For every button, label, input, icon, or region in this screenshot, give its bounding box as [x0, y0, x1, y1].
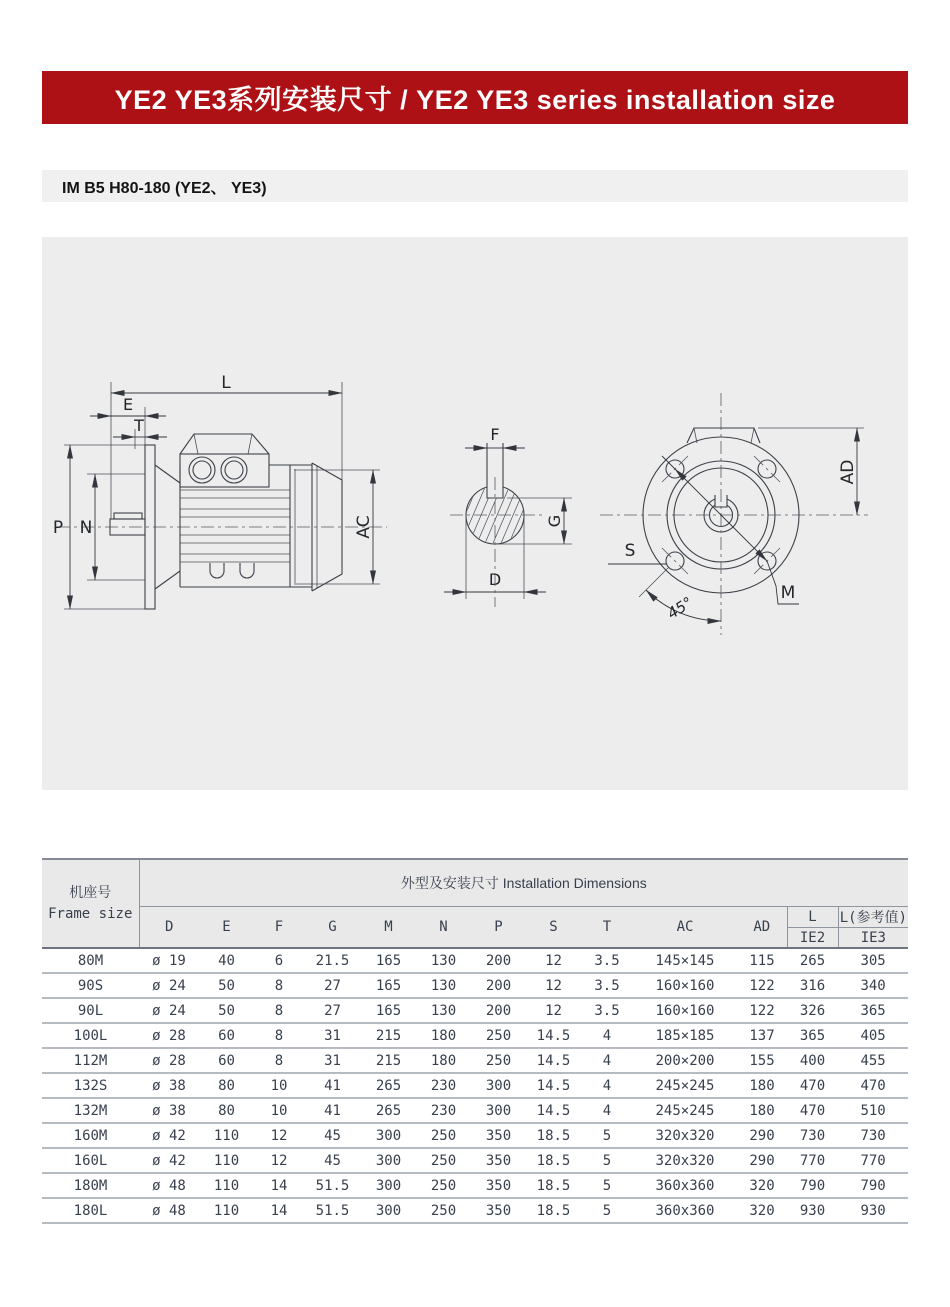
dimension-value-cell: 165 — [361, 948, 416, 973]
col-header-n: N — [416, 907, 471, 949]
dimension-value-cell: 27 — [304, 998, 361, 1023]
dimension-value-cell: 200 — [471, 948, 526, 973]
dim-label-d: D — [488, 570, 502, 589]
dimension-value-cell: 165 — [361, 973, 416, 998]
dimension-value-cell: 50 — [199, 973, 254, 998]
dimension-value-cell: 18.5 — [526, 1123, 581, 1148]
dimension-value-cell: 265 — [361, 1073, 416, 1098]
dimension-value-cell: 250 — [416, 1198, 471, 1223]
dimension-value-cell: 250 — [416, 1173, 471, 1198]
dimension-value-cell: 12 — [526, 998, 581, 1023]
dimension-value-cell: ø 24 — [139, 998, 199, 1023]
dimension-value-cell: 290 — [737, 1123, 787, 1148]
dimension-value-cell: 12 — [254, 1123, 304, 1148]
side-view-drawing — [53, 373, 387, 609]
col-header-d: D — [139, 907, 199, 949]
dimension-value-cell: 180 — [737, 1098, 787, 1123]
col-header-t: T — [581, 907, 633, 949]
dimension-value-cell: 80 — [199, 1098, 254, 1123]
frame-size-cell: 100L — [42, 1023, 139, 1048]
installation-drawing — [42, 237, 908, 790]
dimension-value-cell: ø 28 — [139, 1048, 199, 1073]
dimension-value-cell: 250 — [416, 1148, 471, 1173]
frame-size-cell: 90L — [42, 998, 139, 1023]
dim-label-t: T — [134, 416, 144, 435]
dimension-value-cell: 6 — [254, 948, 304, 973]
dimension-value-cell: 930 — [787, 1198, 838, 1223]
dimension-value-cell: 4 — [581, 1048, 633, 1073]
dimension-value-cell: 3.5 — [581, 948, 633, 973]
dimension-value-cell: 470 — [787, 1098, 838, 1123]
dimension-value-cell: 200 — [471, 998, 526, 1023]
dimension-value-cell: 400 — [787, 1048, 838, 1073]
table-row — [42, 998, 908, 1023]
dimension-value-cell: 250 — [471, 1048, 526, 1073]
frame-size-cell: 160M — [42, 1123, 139, 1148]
table-row — [42, 1073, 908, 1098]
flange-view-drawing — [600, 393, 868, 635]
dim-label-s: S — [624, 541, 636, 561]
frame-size-cell: 90S — [42, 973, 139, 998]
dimension-value-cell: 12 — [526, 973, 581, 998]
dimension-value-cell: 230 — [416, 1098, 471, 1123]
frame-size-cell: 180M — [42, 1173, 139, 1198]
dimension-value-cell: 470 — [838, 1073, 908, 1098]
dimension-value-cell: 110 — [199, 1123, 254, 1148]
dimension-value-cell: 305 — [838, 948, 908, 973]
dimension-value-cell: 365 — [838, 998, 908, 1023]
dimension-value-cell: 365 — [787, 1023, 838, 1048]
col-header-l-ref: L(参考值) — [838, 907, 908, 928]
dimension-value-cell: 51.5 — [304, 1173, 361, 1198]
dimension-value-cell: 300 — [471, 1073, 526, 1098]
dimension-value-cell: 10 — [254, 1098, 304, 1123]
technical-drawing-panel — [42, 237, 908, 790]
dimension-value-cell: 316 — [787, 973, 838, 998]
dimension-value-cell: 250 — [471, 1023, 526, 1048]
dimension-value-cell: 5 — [581, 1123, 633, 1148]
frame-size-header — [42, 859, 139, 948]
table-row — [42, 973, 908, 998]
dimension-value-cell: 18.5 — [526, 1198, 581, 1223]
dimension-value-cell: 200×200 — [633, 1048, 737, 1073]
dim-label-angle: 45° — [663, 593, 697, 623]
dimension-value-cell: 110 — [199, 1148, 254, 1173]
dimension-value-cell: 200 — [471, 973, 526, 998]
dimension-value-cell: 350 — [471, 1173, 526, 1198]
dimension-value-cell: 360x360 — [633, 1173, 737, 1198]
dimension-value-cell: 300 — [361, 1148, 416, 1173]
dimension-value-cell: 122 — [737, 973, 787, 998]
dimension-value-cell: 3.5 — [581, 998, 633, 1023]
dimension-value-cell: 14.5 — [526, 1023, 581, 1048]
dimension-value-cell: 110 — [199, 1198, 254, 1223]
dim-label-ac: AC — [354, 515, 374, 539]
dimension-value-cell: 245×245 — [633, 1098, 737, 1123]
shaft-section-drawing — [440, 425, 572, 607]
dim-label-l: L — [221, 373, 231, 393]
dimension-value-cell: 5 — [581, 1198, 633, 1223]
dimension-value-cell: 300 — [471, 1098, 526, 1123]
dimension-value-cell: 300 — [361, 1198, 416, 1223]
dim-label-f: F — [490, 425, 500, 444]
table-row — [42, 1098, 908, 1123]
dimension-value-cell: 165 — [361, 998, 416, 1023]
col-header-g: G — [304, 907, 361, 949]
dimension-value-cell: 230 — [416, 1073, 471, 1098]
col-subheader-ie3: IE3 — [838, 928, 908, 949]
dimension-value-cell: 215 — [361, 1048, 416, 1073]
dimension-value-cell: 60 — [199, 1023, 254, 1048]
dimension-value-cell: 180 — [416, 1023, 471, 1048]
table-header — [42, 859, 908, 948]
dimension-value-cell: 300 — [361, 1123, 416, 1148]
dimension-value-cell: 31 — [304, 1048, 361, 1073]
dimension-value-cell: 10 — [254, 1073, 304, 1098]
dimension-value-cell: ø 28 — [139, 1023, 199, 1048]
dimension-value-cell: 180 — [416, 1048, 471, 1073]
dimension-value-cell: 8 — [254, 1023, 304, 1048]
dimension-value-cell: 80 — [199, 1073, 254, 1098]
dimension-value-cell: 455 — [838, 1048, 908, 1073]
section-title-text: IM B5 H80-180 (YE2、 YE3) — [62, 179, 267, 197]
dimension-value-cell: 790 — [838, 1173, 908, 1198]
dimension-value-cell: 290 — [737, 1148, 787, 1173]
dimension-value-cell: 770 — [838, 1148, 908, 1173]
table-row — [42, 1023, 908, 1048]
dimension-value-cell: 405 — [838, 1023, 908, 1048]
dimension-value-cell: 27 — [304, 973, 361, 998]
dimension-value-cell: 470 — [787, 1073, 838, 1098]
dimension-value-cell: 130 — [416, 973, 471, 998]
dimension-value-cell: 130 — [416, 998, 471, 1023]
frame-size-cell: 160L — [42, 1148, 139, 1173]
table-body — [42, 948, 908, 1223]
dimension-value-cell: 40 — [199, 948, 254, 973]
page-title-text: YE2 YE3系列安装尺寸 / YE2 YE3 series installation size — [114, 85, 836, 115]
dimension-value-cell: 160×160 — [633, 998, 737, 1023]
installation-dimensions-table — [42, 858, 908, 1224]
dimension-value-cell: 350 — [471, 1148, 526, 1173]
frame-size-cell: 132S — [42, 1073, 139, 1098]
dimension-value-cell: 14 — [254, 1173, 304, 1198]
dimension-value-cell: 326 — [787, 998, 838, 1023]
dimension-value-cell: 340 — [838, 973, 908, 998]
dimension-value-cell: 145×145 — [633, 948, 737, 973]
dimension-value-cell: 215 — [361, 1023, 416, 1048]
section-title — [42, 170, 908, 202]
dim-label-e: E — [122, 395, 134, 414]
col-header-l: L — [787, 907, 838, 928]
dimension-value-cell: 350 — [471, 1198, 526, 1223]
dimension-value-cell: 155 — [737, 1048, 787, 1073]
dimension-value-cell: ø 19 — [139, 948, 199, 973]
dim-label-m: M — [780, 583, 796, 603]
dimensions-group-header: 外型及安装尺寸 Installation Dimensions — [139, 859, 908, 907]
dimension-value-cell: 137 — [737, 1023, 787, 1048]
dimension-value-cell: 160×160 — [633, 973, 737, 998]
col-header-e: E — [199, 907, 254, 949]
dimension-value-cell: 14.5 — [526, 1098, 581, 1123]
dimension-value-cell: 122 — [737, 998, 787, 1023]
dimension-value-cell: 320 — [737, 1173, 787, 1198]
frame-size-cell: 112M — [42, 1048, 139, 1073]
dimension-value-cell: 185×185 — [633, 1023, 737, 1048]
dimension-value-cell: 300 — [361, 1173, 416, 1198]
dimension-value-cell: 12 — [526, 948, 581, 973]
dimension-value-cell: 3.5 — [581, 973, 633, 998]
dimension-value-cell: 180 — [737, 1073, 787, 1098]
dimension-value-cell: ø 48 — [139, 1173, 199, 1198]
dimension-value-cell: 320x320 — [633, 1123, 737, 1148]
motor-outline — [110, 434, 342, 609]
table-row — [42, 1148, 908, 1173]
dimension-value-cell: 250 — [416, 1123, 471, 1148]
col-header-p: P — [471, 907, 526, 949]
dimension-value-cell: 730 — [838, 1123, 908, 1148]
dimension-value-cell: 350 — [471, 1123, 526, 1148]
dimension-value-cell: 60 — [199, 1048, 254, 1073]
dimension-value-cell: 360x360 — [633, 1198, 737, 1223]
dim-label-p: P — [52, 518, 64, 538]
frame-size-cell: 80M — [42, 948, 139, 973]
dimension-value-cell: ø 38 — [139, 1098, 199, 1123]
dimension-value-cell: 41 — [304, 1073, 361, 1098]
dimension-value-cell: 21.5 — [304, 948, 361, 973]
dimension-value-cell: ø 42 — [139, 1148, 199, 1173]
table-row — [42, 1123, 908, 1148]
frame-size-header-cn: 机座号 — [69, 884, 112, 901]
dimension-value-cell: 51.5 — [304, 1198, 361, 1223]
dimension-value-cell: 45 — [304, 1123, 361, 1148]
dimension-value-cell: 8 — [254, 998, 304, 1023]
dimension-value-cell: 730 — [787, 1123, 838, 1148]
table-row — [42, 948, 908, 973]
col-header-f: F — [254, 907, 304, 949]
col-header-ac: AC — [633, 907, 737, 949]
dimension-value-cell: 14.5 — [526, 1048, 581, 1073]
dimension-value-cell: 50 — [199, 998, 254, 1023]
frame-size-header-en: Frame size — [48, 905, 133, 922]
dimension-value-cell: 31 — [304, 1023, 361, 1048]
table-row — [42, 1048, 908, 1073]
dimension-value-cell: 14.5 — [526, 1073, 581, 1098]
dimension-value-cell: 790 — [787, 1173, 838, 1198]
col-header-ad: AD — [737, 907, 787, 949]
dimension-value-cell: 8 — [254, 973, 304, 998]
dimension-value-cell: 18.5 — [526, 1173, 581, 1198]
col-header-s: S — [526, 907, 581, 949]
dimension-value-cell: 770 — [787, 1148, 838, 1173]
dimension-value-cell: ø 38 — [139, 1073, 199, 1098]
dimension-value-cell: 12 — [254, 1148, 304, 1173]
table-row — [42, 1173, 908, 1198]
dimension-value-cell: 320x320 — [633, 1148, 737, 1173]
dimension-value-cell: 4 — [581, 1023, 633, 1048]
dim-label-ad: AD — [838, 459, 858, 485]
dimension-value-cell: 5 — [581, 1148, 633, 1173]
dimension-value-cell: ø 24 — [139, 973, 199, 998]
dimension-value-cell: 18.5 — [526, 1148, 581, 1173]
dimension-value-cell: 320 — [737, 1198, 787, 1223]
dimension-value-cell: 110 — [199, 1173, 254, 1198]
dimension-value-cell: 245×245 — [633, 1073, 737, 1098]
dimension-value-cell: ø 42 — [139, 1123, 199, 1148]
dimension-value-cell: 510 — [838, 1098, 908, 1123]
dimension-value-cell: 930 — [838, 1198, 908, 1223]
col-subheader-ie2: IE2 — [787, 928, 838, 949]
dimension-value-cell: 5 — [581, 1173, 633, 1198]
dim-label-n: N — [79, 518, 93, 538]
dimension-value-cell: 45 — [304, 1148, 361, 1173]
dimension-value-cell: 130 — [416, 948, 471, 973]
dim-label-g: G — [545, 514, 564, 528]
dimension-value-cell: 4 — [581, 1073, 633, 1098]
dimension-value-cell: 8 — [254, 1048, 304, 1073]
dimension-value-cell: 115 — [737, 948, 787, 973]
page-title — [42, 71, 908, 124]
dimension-value-cell: 4 — [581, 1098, 633, 1123]
dimension-value-cell: 41 — [304, 1098, 361, 1123]
dimension-value-cell: 265 — [787, 948, 838, 973]
dimension-value-cell: ø 48 — [139, 1198, 199, 1223]
frame-size-cell: 132M — [42, 1098, 139, 1123]
dimension-value-cell: 265 — [361, 1098, 416, 1123]
frame-size-cell: 180L — [42, 1198, 139, 1223]
table-row — [42, 1198, 908, 1223]
col-header-m: M — [361, 907, 416, 949]
dimension-value-cell: 14 — [254, 1198, 304, 1223]
